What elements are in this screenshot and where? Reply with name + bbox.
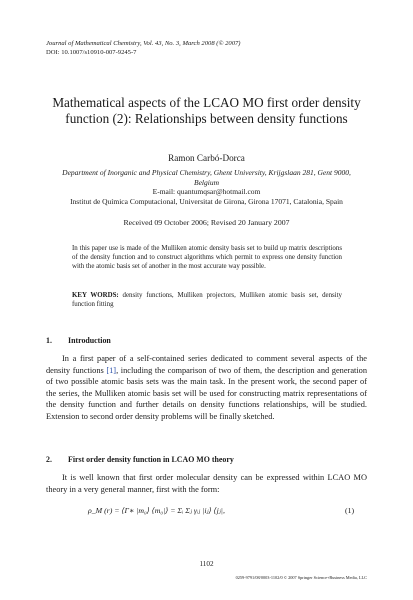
affiliation-block <box>46 168 367 206</box>
affiliation-line-2: Belgium <box>194 177 219 187</box>
equation-1-number: (1) <box>345 506 355 515</box>
affiliation-line-1: Department of Inorganic and Physical Chemistry, Ghent University, Krijgslaan 281, Gent 9000, <box>62 168 351 177</box>
copyright-footer: 0259-9791/08/0003-1102/0 © 2007 Springer Science+Business Media, LLC <box>235 575 367 580</box>
section-2-heading <box>46 455 234 464</box>
keywords-text: density functions, Mulliken projectors, Mulliken atomic basis set, density function fitting <box>72 292 342 309</box>
section-2-paragraph: It is well known that first order molecular density can be expressed within LCAO MO theory in a very general manner, first with the form: <box>46 473 367 494</box>
section-2-number: 2. <box>46 455 52 464</box>
doi-line: DOI: 10.1007/s10910-007-9245-7 <box>46 49 137 56</box>
page-number: 1102 <box>199 560 214 568</box>
author-email: E-mail: quantumqsar@hotmail.com <box>152 187 261 197</box>
received-dates: Received 09 October 2006; Revised 20 January 2007 <box>123 218 290 227</box>
keywords-label: KEY WORDS: <box>72 292 119 299</box>
section-1-heading <box>46 336 111 345</box>
equation-1: ρ_M (r) = ⟨Γ∗ |m₀⟩ ⟨m₀|⟩ = Σᵢ Σⱼ γᵢⱼ |iⱼ⟩ ⟨jⱼ|, <box>88 506 225 515</box>
affiliation-line-3: Institut de Química Computacional, Universitat de Girona, Girona 17071, Catalonia, Spain <box>70 196 343 206</box>
journal-citation: Journal of Mathematical Chemistry, Vol. 43, No. 3, March 2008 (© 2007) <box>46 40 241 47</box>
keywords <box>72 291 342 309</box>
section-1-title: Introduction <box>68 336 111 345</box>
section-1-number: 1. <box>46 336 52 345</box>
author-name: Ramon Carbó-Dorca <box>168 153 245 163</box>
abstract: In this paper use is made of the Mulliken atomic density basis set to build up matrix descriptions of the density function and to construct algorithms which permit to express one density function with the atomic basis set of another in the most accurate way possible. <box>72 245 342 271</box>
section-2-title: First order density function in LCAO MO theory <box>68 455 234 464</box>
section-1-paragraph: In a first paper of a self-contained series dedicated to comment several aspects of the density functions [1], including the comparison of two of them, the description and generation of two possible atomic basis sets was the main task. In the present work, the second paper of the series, the Mulliken atomic basis set will be used for constructing matrix representations of the density function and further details on density functions relationships, will be studied. Extension to second order density problems will be finally sketched. <box>46 354 368 421</box>
citation-link-1[interactable]: [1] <box>106 365 117 375</box>
paper-title: Mathematical aspects of the LCAO MO first order density function (2): Relationships between density functions <box>52 95 361 126</box>
